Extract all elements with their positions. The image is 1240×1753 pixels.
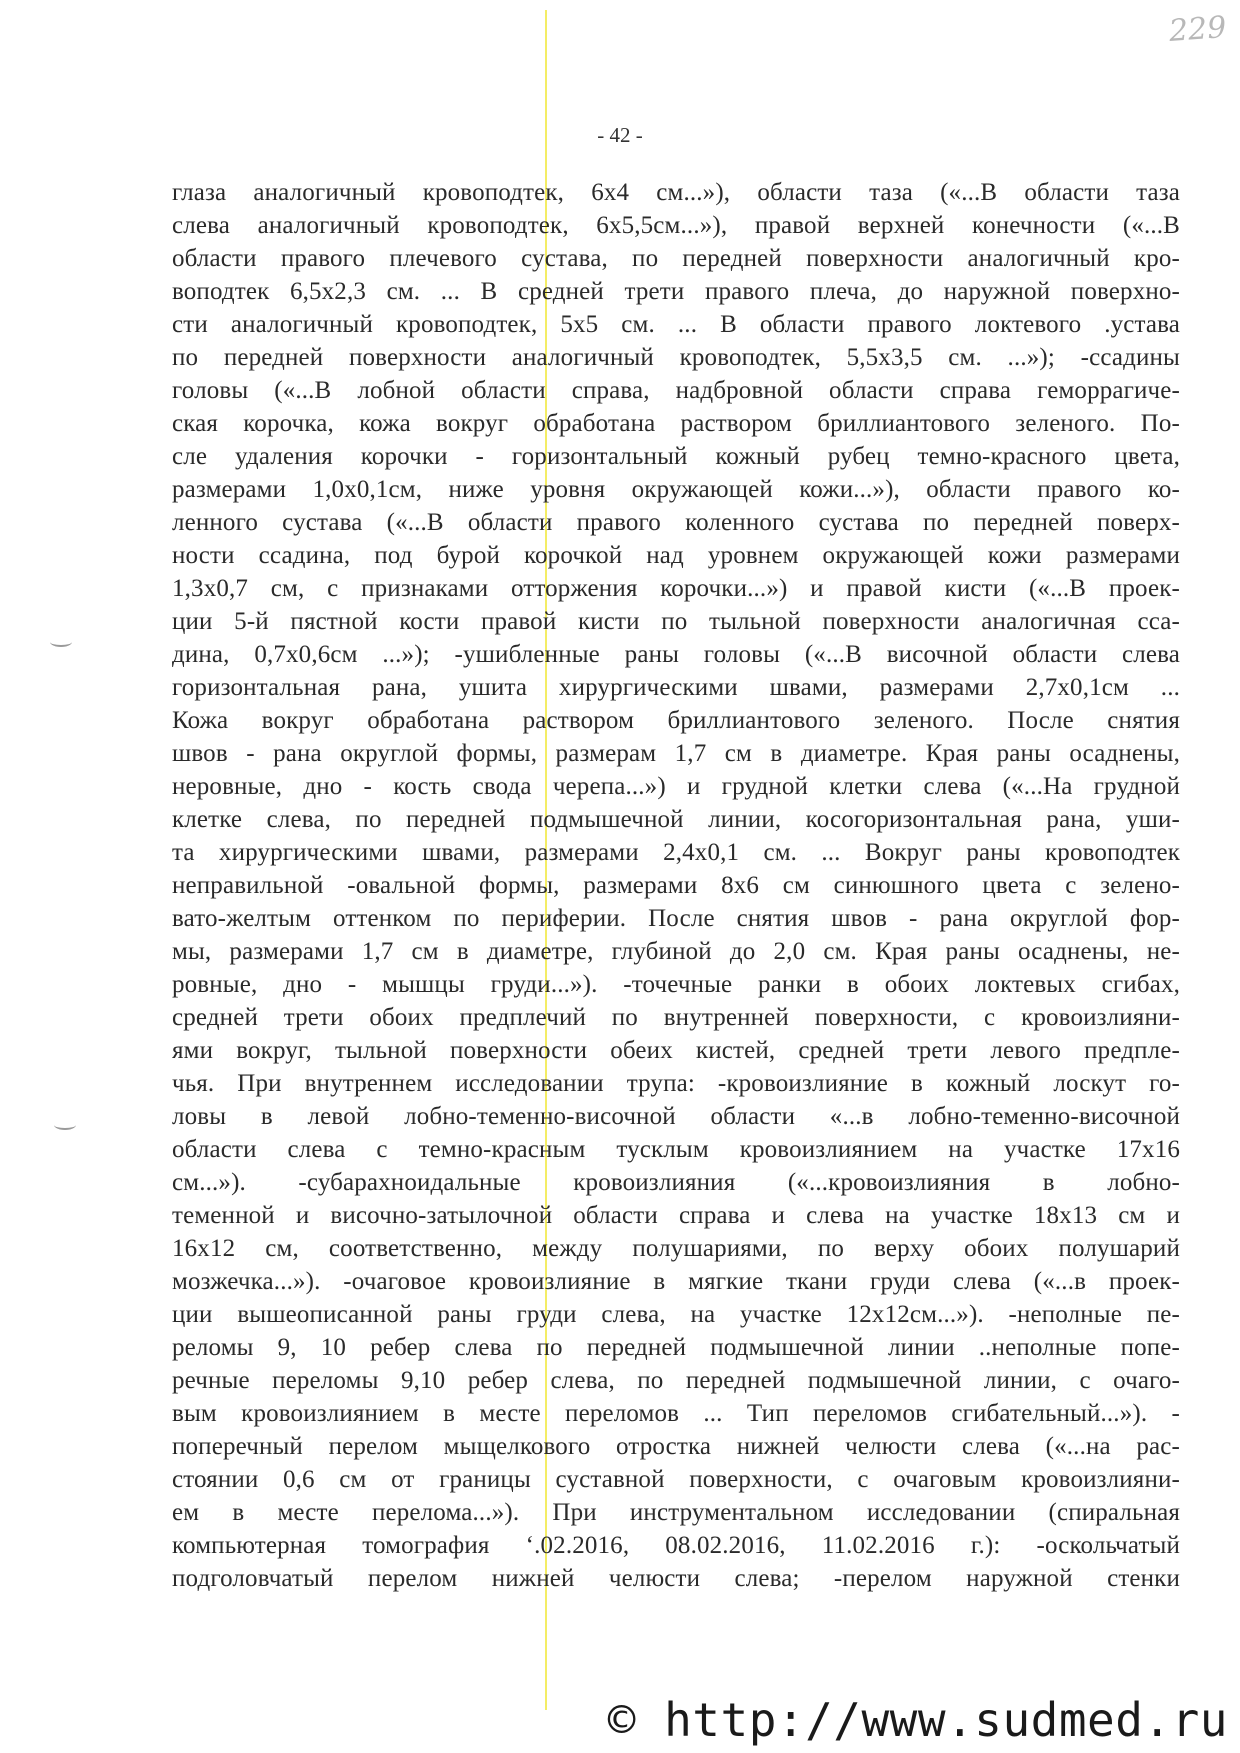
text-line: ская корочка, кожа вокруг обработана раствором бриллиантового зеленого. По- bbox=[172, 410, 1180, 437]
text-line: та хирургическими швами, размерами 2,4х0,1 см. ... Вокруг раны кровоподтек bbox=[172, 839, 1180, 866]
page-number: - 42 - bbox=[597, 123, 643, 147]
text-line: подголовчатый перелом нижней челюсти слева; -перелом наружной стенки bbox=[172, 1565, 1180, 1592]
text-line: швов - рана округлой формы, размерам 1,7 см в диаметре. Края раны осаднены, bbox=[172, 740, 1180, 767]
text-line: размерами 1,0х0,1см, ниже уровня окружающей кожи...»), области правого ко- bbox=[172, 476, 1180, 503]
text-line: ности ссадина, под бурой корочкой над уровнем окружающей кожи размерами bbox=[172, 542, 1180, 569]
text-line: ловы в левой лобно-теменно-височной области «...в лобно-теменно-височной bbox=[172, 1103, 1180, 1130]
text-line: вым кровоизлиянием в месте переломов ... Тип переломов сгибательный...»). - bbox=[172, 1400, 1180, 1427]
text-line: ровные, дно - мышцы груди...»). -точечные ранки в обоих локтевых сгибах, bbox=[172, 971, 1180, 998]
text-line: поперечный перелом мыщелкового отростка нижней челюсти слева («...на рас- bbox=[172, 1433, 1180, 1460]
text-line: ции вышеописанной раны груди слева, на участке 12х12см...»). -неполные пе- bbox=[172, 1301, 1180, 1328]
text-line: горизонтальная рана, ушита хирургическими швами, размерами 2,7х0,1см ... bbox=[172, 674, 1180, 701]
text-line: слева аналогичный кровоподтек, 6х5,5см...»), правой верхней конечности («...В bbox=[172, 212, 1180, 239]
text-line: ем в месте перелома...»). При инструментальном исследовании (спиральная bbox=[172, 1499, 1180, 1526]
text-line: глаза аналогичный кровоподтек, 6х4 см...»), области таза («...В области таза bbox=[172, 179, 1180, 206]
punch-hole-mark bbox=[54, 1120, 76, 1130]
text-line: стоянии 0,6 см от границы суставной поверхности, с очаговым кровоизлияни- bbox=[172, 1466, 1180, 1493]
text-line: 16х12 см, соответственно, между полушариями, по верху обоих полушарий bbox=[172, 1235, 1180, 1262]
text-line: ции 5-й пястной кости правой кисти по тыльной поверхности аналогичная сса- bbox=[172, 608, 1180, 635]
text-line: теменной и височно-затылочной области справа и слева на участке 18х13 см и bbox=[172, 1202, 1180, 1229]
text-line: неправильной -овальной формы, размерами 8х6 см синюшного цвета с зелено- bbox=[172, 872, 1180, 899]
text-line: речные переломы 9,10 ребер слева, по передней подмышечной линии, с очаго- bbox=[172, 1367, 1180, 1394]
text-line: вато-желтым оттенком по периферии. После снятия швов - рана округлой фор- bbox=[172, 905, 1180, 932]
text-line: чья. При внутреннем исследовании трупа: -кровоизлияние в кожный лоскут го- bbox=[172, 1070, 1180, 1097]
text-line: средней трети обоих предплечий по внутренней поверхности, с кровоизлияни- bbox=[172, 1004, 1180, 1031]
text-line: области слева с темно-красным тусклым кровоизлиянием на участке 17х16 bbox=[172, 1136, 1180, 1163]
text-line: воподтек 6,5х2,3 см. ... В средней трети правого плеча, до наружной поверхно- bbox=[172, 278, 1180, 305]
text-line: клетке слева, по передней подмышечной линии, косогоризонтальная рана, уши- bbox=[172, 806, 1180, 833]
text-line: см...»). -субарахноидальные кровоизлияния («...кровоизлияния в лобно- bbox=[172, 1169, 1180, 1196]
text-line: компьютерная томография ‘.02.2016, 08.02.2016, 11.02.2016 г.): -оскольчатый bbox=[172, 1532, 1180, 1559]
text-line: мы, размерами 1,7 см в диаметре, глубиной до 2,0 см. Края раны осаднены, не- bbox=[172, 938, 1180, 965]
text-line: по передней поверхности аналогичный кровоподтек, 5,5х3,5 см. ...»); -ссадины bbox=[172, 344, 1180, 371]
text-line: Кожа вокруг обработана раствором бриллиантового зеленого. После снятия bbox=[172, 707, 1180, 734]
text-line: сле удаления корочки - горизонтальный кожный рубец темно-красного цвета, bbox=[172, 443, 1180, 470]
text-line: 1,3х0,7 см, с признаками отторжения корочки...») и правой кисти («...В проек- bbox=[172, 575, 1180, 602]
text-line: ленного сустава («...В области правого коленного сустава по передней поверх- bbox=[172, 509, 1180, 536]
watermark: © http://www.sudmed.ru bbox=[607, 1693, 1228, 1747]
text-line: области правого плечевого сустава, по передней поверхности аналогичный кро- bbox=[172, 245, 1180, 272]
text-line: мозжечка...»). -очаговое кровоизлияние в мягкие ткани груди слева («...в проек- bbox=[172, 1268, 1180, 1295]
text-line: неровные, дно - кость свода черепа...») и грудной клетки слева («...На грудной bbox=[172, 773, 1180, 800]
text-line: реломы 9, 10 ребер слева по передней подмышечной линии ..неполные попе- bbox=[172, 1334, 1180, 1361]
handwritten-sheet-number: 229 bbox=[1167, 10, 1228, 49]
body-text bbox=[172, 176, 1180, 1595]
text-line: сти аналогичный кровоподтек, 5х5 см. ... В области правого локтевого .устава bbox=[172, 311, 1180, 338]
text-line: головы («...В лобной области справа, надбровной области справа геморрагиче- bbox=[172, 377, 1180, 404]
punch-hole-mark bbox=[50, 637, 72, 647]
text-line: ями вокруг, тыльной поверхности обеих кистей, средней трети левого предпле- bbox=[172, 1037, 1180, 1064]
text-line: дина, 0,7х0,6см ...»); -ушибленные раны головы («...В височной области слева bbox=[172, 641, 1180, 668]
